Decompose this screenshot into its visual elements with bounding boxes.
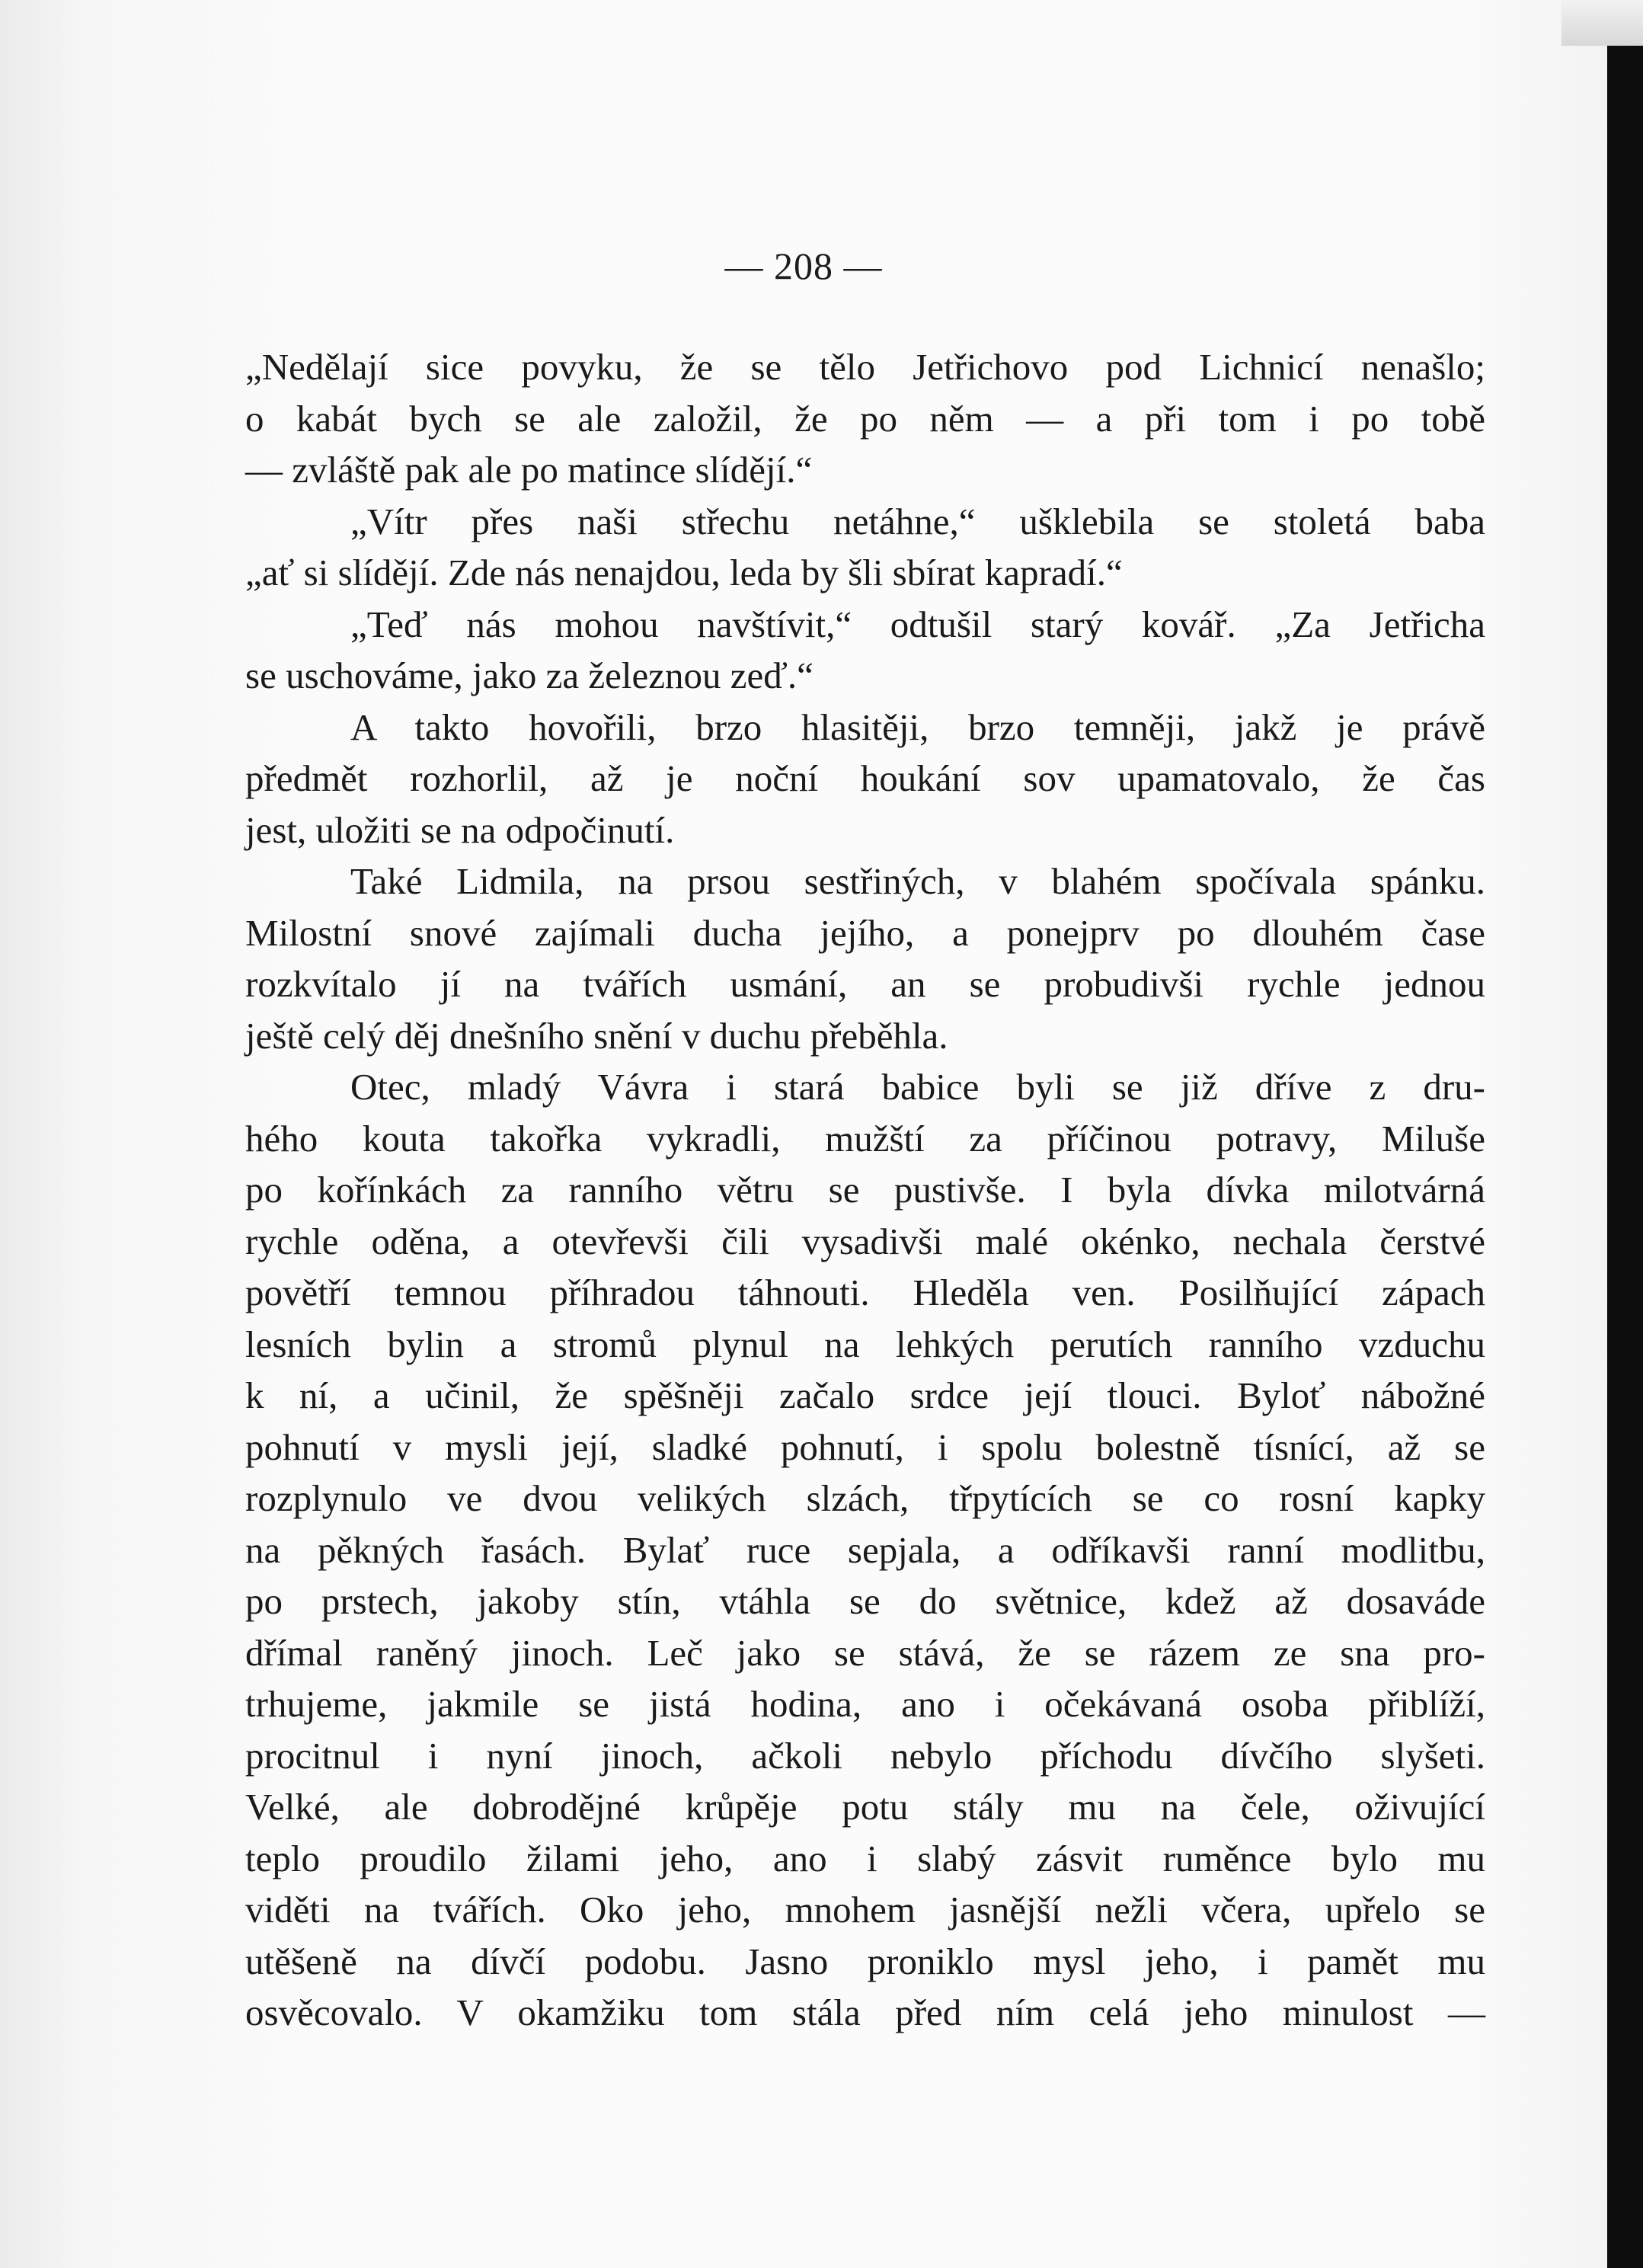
text-line: ještě celý děj dnešního snění v duchu přeběhla. — [245, 1014, 948, 1057]
text-line: o kabát bych se ale založil, že po něm — a při tom i po tobě — [245, 397, 1485, 440]
text-line: rozkvítalo jí na tvářích usmání, an se probudivši rychle jednou — [245, 963, 1485, 1005]
text-line: teplo proudilo žilami jeho, ano i slabý zásvit ruměnce bylo mu — [245, 1837, 1485, 1879]
page-corner — [1561, 0, 1643, 46]
text-line: Otec, mladý Vávra i stará babice byli se již dříve z dru- — [350, 1066, 1485, 1108]
text-line: Také Lidmila, na prsou sestřiných, v blahém spočívala spánku. — [350, 860, 1485, 902]
text-line: Milostní snové zajímali ducha jejího, a ponejprv po dlouhém čase — [245, 911, 1485, 954]
text-line: předmět rozhorlil, až je noční houkání sov upamatovalo, že čas — [245, 757, 1485, 799]
text-line: dřímal raněný jinoch. Leč jako se stává, že se rázem ze sna pro- — [245, 1631, 1485, 1674]
text-line: utěšeně na dívčí podobu. Jasno proniklo mysl jeho, i pamět mu — [245, 1940, 1485, 1982]
text-line: „Vítr přes naši střechu netáhne,“ ušklebila se stoletá baba — [350, 500, 1485, 542]
text-line: po kořínkách za ranního větru se pustivše. I byla dívka milotvárná — [245, 1169, 1485, 1211]
page-number: — 208 — — [724, 245, 883, 287]
text-line: procitnul i nyní jinoch, ačkoli nebylo příchodu dívčího slyšeti. — [245, 1734, 1485, 1777]
text-line: trhujeme, jakmile se jistá hodina, ano i očekávaná osoba přiblíží, — [245, 1683, 1485, 1725]
text-line: „Nedělají sice povyku, že se tělo Jetřichovo pod Lichnicí nenašlo; — [245, 346, 1485, 388]
text-line: po prstech, jakoby stín, vtáhla se do světnice, kdež až dosaváde — [245, 1580, 1485, 1622]
text-line: osvěcovalo. V okamžiku tom stála před ním celá jeho minulost — — [245, 1991, 1485, 2033]
text-line: jest, uložiti se na odpočinutí. — [245, 808, 675, 851]
text-line: „ať si slídějí. Zde nás nenajdou, leda by šli sbírat kapradí.“ — [245, 552, 1123, 593]
text-line: lesních bylin a stromů plynul na lehkých perutích ranního vzduchu — [245, 1323, 1485, 1365]
text-line: „Teď nás mohou navštívit,“ odtušil starý kovář. „Za Jetřicha — [350, 603, 1485, 645]
text-line: se uschováme, jako za železnou zeď.“ — [245, 654, 814, 696]
text-line: Velké, ale dobrodějné krůpěje potu stály mu na čele, oživující — [245, 1786, 1485, 1828]
text-line: k ní, a učinil, že spěšněji začalo srdce její tlouci. Byloť nábožné — [245, 1374, 1485, 1416]
text-line: rychle oděna, a otevřevši čili vysadivši malé okénko, nechala čerstvé — [245, 1220, 1485, 1262]
text-line: viděti na tvářích. Oko jeho, mnohem jasnější nežli včera, upřelo se — [245, 1889, 1485, 1931]
text-line: na pěkných řasách. Bylať ruce sepjala, a odříkavši ranní modlitbu, — [245, 1528, 1485, 1571]
text-line: A takto hovořili, brzo hlasitěji, brzo temněji, jakž je právě — [350, 705, 1485, 748]
text-line: rozplynulo ve dvou velikých slzách, třpytících se co rosní kapky — [245, 1477, 1485, 1519]
scan-edge — [1607, 46, 1643, 2268]
text-line: hého kouta takořka vykradli, mužští za příčinou potravy, Miluše — [245, 1117, 1485, 1160]
text-line: — zvláště pak ale po matince slídějí.“ — [245, 449, 813, 491]
text-line: povětří temnou příhradou táhnouti. Hleděla ven. Posilňující zápach — [245, 1272, 1485, 1313]
body-text — [245, 341, 1485, 2039]
text-line: pohnutí v mysli její, sladké pohnutí, i spolu bolestně tísnící, až se — [245, 1425, 1485, 1468]
